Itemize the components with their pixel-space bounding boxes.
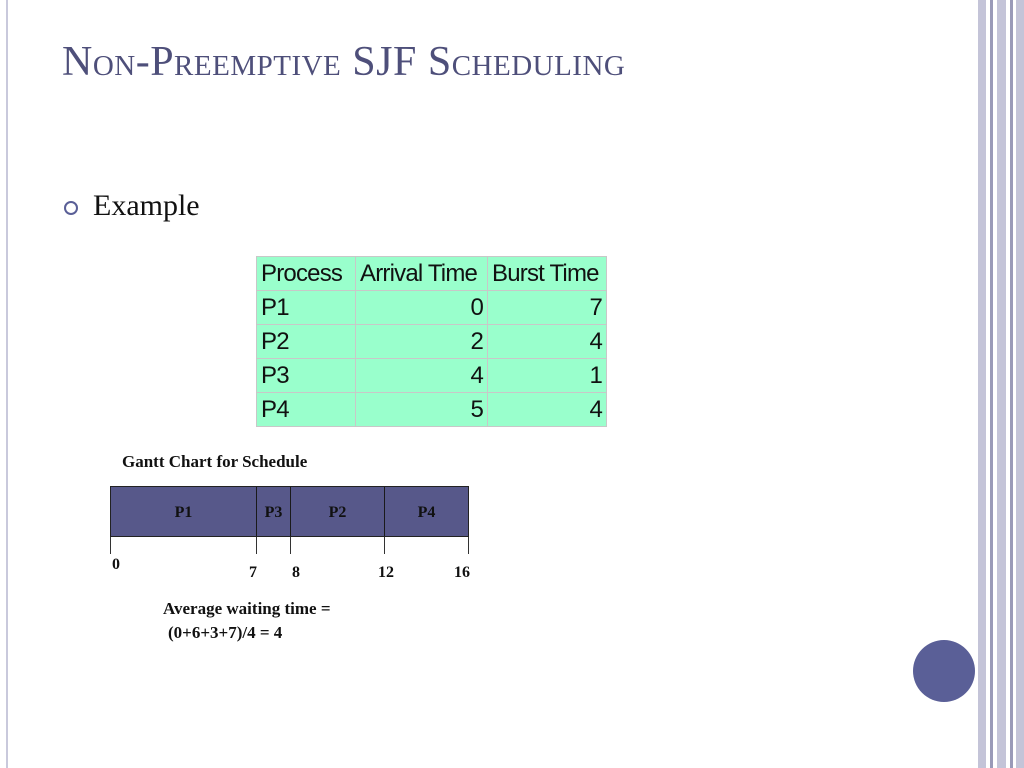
table-cell: 4 — [356, 359, 488, 393]
gantt-segment-label: P3 — [264, 504, 283, 521]
gantt-tick — [384, 537, 385, 554]
table-cell: P4 — [257, 393, 356, 427]
gantt-tick — [110, 537, 111, 554]
gantt-segment-p3 — [257, 487, 291, 536]
average-waiting-time-formula: (0+6+3+7)/4 = 4 — [168, 623, 283, 642]
table-cell: 4 — [488, 325, 607, 359]
slide-title: Non-Preemptive SJF Scheduling — [62, 39, 626, 85]
table-cell: P2 — [257, 325, 356, 359]
gantt-tick — [290, 537, 291, 554]
table-cell: 4 — [488, 393, 607, 427]
gantt-segment-label: P1 — [174, 504, 193, 521]
gantt-time-label: 12 — [378, 564, 394, 581]
decorative-circle — [913, 640, 975, 702]
gantt-segment-p4 — [385, 487, 468, 536]
table-cell: 1 — [488, 359, 607, 393]
table-header-row — [257, 257, 607, 291]
gantt-segment-label: P2 — [328, 504, 347, 521]
table-cell: 5 — [356, 393, 488, 427]
gantt-segment-p2 — [291, 487, 385, 536]
left-border-line — [6, 0, 8, 768]
gantt-segment-label: P4 — [417, 504, 436, 521]
right-decorative-stripe — [1016, 0, 1024, 768]
table-row — [257, 291, 607, 325]
table-header-cell: Process — [257, 257, 356, 291]
table-header-cell: Arrival Time — [356, 257, 488, 291]
process-table — [256, 256, 607, 427]
right-decorative-stripe — [978, 0, 986, 768]
gantt-bar — [110, 486, 469, 537]
table-cell: P1 — [257, 291, 356, 325]
gantt-tick — [256, 537, 257, 554]
gantt-chart-title: Gantt Chart for Schedule — [122, 452, 308, 471]
gantt-time-label: 8 — [292, 564, 300, 581]
table-cell: 0 — [356, 291, 488, 325]
table-cell: 7 — [488, 291, 607, 325]
right-decorative-stripe — [990, 0, 993, 768]
gantt-time-label: 0 — [112, 556, 120, 573]
bullet-text: Example — [93, 189, 200, 222]
table-cell: P3 — [257, 359, 356, 393]
table-header-cell: Burst Time — [488, 257, 607, 291]
average-waiting-time-label: Average waiting time = — [163, 599, 331, 618]
table-row — [257, 359, 607, 393]
gantt-time-label: 16 — [454, 564, 470, 581]
bullet-circle-icon — [64, 201, 78, 215]
table-row — [257, 325, 607, 359]
right-decorative-stripe — [1010, 0, 1013, 768]
table-cell: 2 — [356, 325, 488, 359]
gantt-time-label: 7 — [249, 564, 257, 581]
table-row — [257, 393, 607, 427]
gantt-segment-p1 — [111, 487, 257, 536]
right-decorative-stripe — [997, 0, 1006, 768]
gantt-tick — [468, 537, 469, 554]
